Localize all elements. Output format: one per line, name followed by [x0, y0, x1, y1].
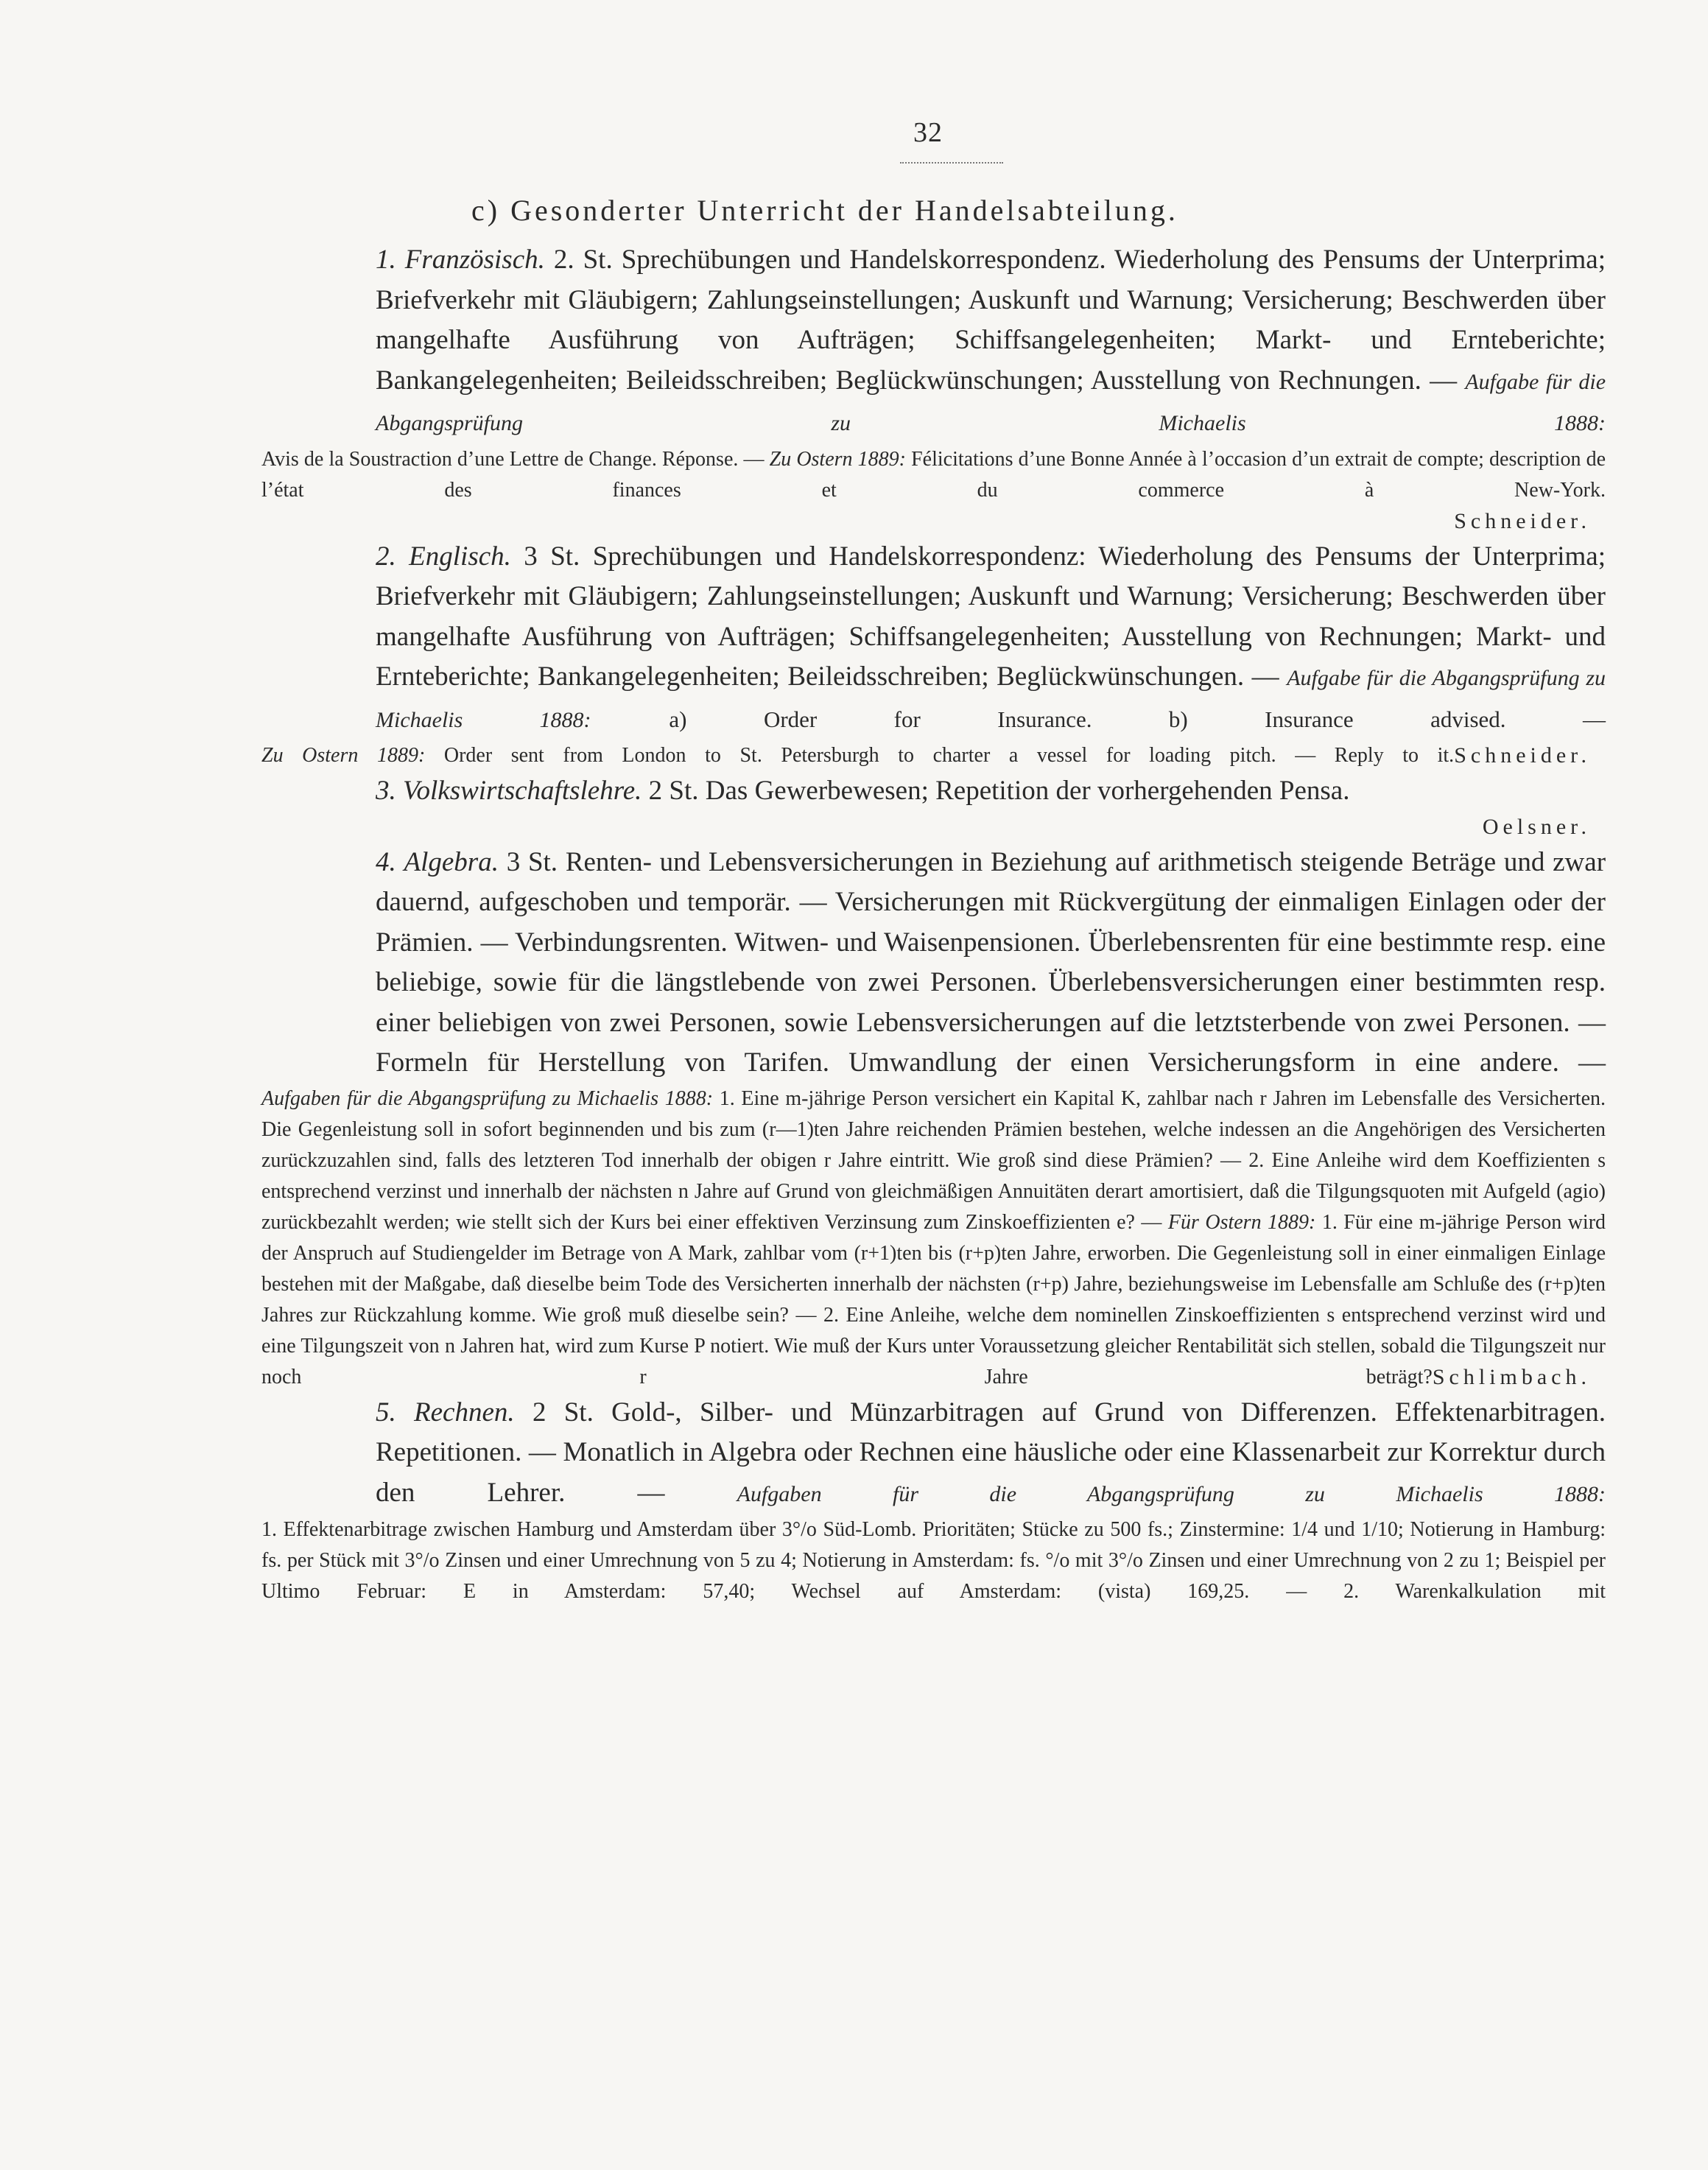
algebra-title: Algebra.: [404, 846, 499, 877]
english-paragraph: [261, 537, 1606, 741]
english-hours: 3 St.: [524, 541, 580, 572]
algebra-text: Renten- und Lebensversicherungen in Beziehung auf arithmetisch steigende Beträge und zwar dauernd, aufgeschoben und temporär. — Versicherungen mit Rückvergütung der einmaligen Einlagen oder der Prämien. — Verbindungsrenten. Witwen- und Waisenpensionen. Überlebensrenten für eine bestimmte resp. eine beliebige, sowie für die längstlebende von zwei Personen. Überlebensversicherungen einer bestimmten resp. einer beliebigen von zwei Personen, sowie Lebensversicherungen auf die letztsterbende von zwei Personen. — Formeln für Herstellung von Tarifen. Umwandlung der einen Versicherungsform in eine andere. —: [376, 846, 1606, 1078]
algebra-task: [261, 1084, 1606, 1393]
french-text: Sprechübungen und Handelskorrespondenz. Wiederholung des Pensums der Unterprima; Briefverkehr mit Gläubigern; Zahlungseinstellungen; Auskunft und Warnung; Versicherung; Beschwerden über mangelhafte Ausführung von Aufträgen; Schiffsangelegenheiten; Markt- und Ernteberichte; Bankangelegenheiten; Beileidsschreiben; Beglückwünschungen; Ausstellung von Rechnungen. —: [376, 245, 1606, 396]
french-hours: 2. St.: [553, 245, 613, 275]
french-title: Französisch.: [404, 245, 545, 275]
economics-text: Das Gewerbewesen; Repetition der vorhergehenden Pensa.: [705, 776, 1350, 806]
arithmetic-num: 5.: [376, 1397, 396, 1428]
section-algebra: [261, 843, 1606, 1393]
french-task-label: Aufgabe für die Abgangsprüfung zu Michaelis 1888:: [376, 369, 1606, 435]
english-text: Sprechübungen und Handelskorrespondenz: Wiederholung des Pensums der Unterprima; Briefverkehr mit Gläubigern; Zahlungseinstellungen; Auskunft und Warnung; Versicherung; Beschwerden über mangelhafte Ausführung von Aufträgen; Schiffsangelegenheiten; Ausstellung von Rechnungen; Markt- und Ernteberichte; Bankangelegenheiten; Beileidsschreiben; Beglückwünschungen. —: [376, 541, 1606, 692]
arithmetic-task: [261, 1514, 1606, 1607]
page-number-ornament: [900, 155, 1003, 164]
french-task: [261, 444, 1606, 506]
economics-teacher: Oelsner.: [1482, 814, 1591, 839]
english-teacher: Schneider.: [1454, 743, 1591, 768]
section-french: [261, 240, 1606, 537]
economics-title: Volkswirtschaftslehre.: [403, 776, 642, 806]
section-economics: [261, 771, 1606, 843]
french-task2-text: Félicitations d’une Bonne Année à l’occasion d’un extrait de compte; description de l’état des finances et du commerce à New-York.: [261, 447, 1606, 502]
french-task2-label: Zu Ostern 1889:: [769, 447, 906, 471]
english-title: Englisch.: [409, 541, 511, 572]
arithmetic-text: Gold-, Silber- und Münzarbitragen auf Grund von Differenzen. Effektenarbitragen. Repetitionen. — Monatlich in Algebra oder Rechnen eine häusliche oder eine Klassenarbeit zur Korrektur durch den Lehrer. —: [376, 1397, 1606, 1508]
section-heading: c) Gesonderter Unterricht der Handelsabteilung.: [471, 194, 1178, 227]
section-arithmetic: [261, 1393, 1606, 1608]
english-task-label: Aufgabe für die Abgangsprüfung zu Michaelis 1888:: [376, 666, 1606, 732]
economics-hours: 2 St.: [648, 776, 699, 806]
algebra-teacher: Schlimbach.: [1432, 1364, 1591, 1389]
arithmetic-title: Rechnen.: [414, 1397, 515, 1428]
english-task-text: a) Order for Insurance. b) Insurance advised. —: [669, 706, 1606, 732]
algebra-paragraph: [261, 843, 1606, 1084]
algebra-task-text: 1. Eine m-jährige Person versichert ein Kapital K, zahlbar nach r Jahren im Lebensfalle des Versicherten. Die Gegenleistung soll in sofort beginnenden und bis zum (r—1)ten Jahre reichenden Prämien bestehen, welche indessen an die Angehörigen des Versicherten zurückzuzahlen sind, falls des letzteren Tod innerhalb der obigen r Jahre eintritt. Wie groß sind diese Prämien? — 2. Eine Anleihe wird dem Koeffizienten s entsprechend verzinst und innerhalb der nächsten n Jahre auf Grund von gleichmäßigen Annuitäten derart amortisiert, daß die Tilgungsquoten mit Aufgeld (agio) zurückbezahlt werden; wie stellt sich der Kurs bei einer effektiven Verzinsung zum Zinskoeffizienten e? —: [261, 1086, 1606, 1234]
section-english: [261, 537, 1606, 772]
arithmetic-task-label: Aufgaben für die Abgangsprüfung zu Michaelis 1888:: [737, 1481, 1606, 1506]
economics-num: 3.: [376, 776, 396, 806]
algebra-hours: 3 St.: [506, 846, 558, 877]
page-body: [261, 240, 1606, 1607]
algebra-task2-text: 1. Für eine m-jährige Person wird der Anspruch auf Studiengelder im Betrage von A Mark, zahlbar vom (r+1)ten bis (r+p)ten Jahre, erworben. Die Gegenleistung soll in einer einmaligen Einlage bestehen mit der Maßgabe, daß dieselbe beim Tode des Versicherten innerhalb der nächsten (r+p) Jahre, beziehungsweise im Lebensfalle am Schluße des (r+p)ten Jahres zur Rückzahlung komme. Wie groß muß dieselbe sein? — 2. Eine Anleihe, welche dem nominellen Zinskoeffizienten s entsprechend verzinst wird und eine Tilgungszeit von n Jahren hat, wird zum Kurse P notiert. Wie muß der Kurs unter Voraussetzung gleicher Rentabilität sich stellen, sobald die Tilgungszeit nur noch r Jahre beträgt?: [261, 1210, 1606, 1388]
french-paragraph: [261, 240, 1606, 444]
arithmetic-hours: 2 St.: [532, 1397, 594, 1428]
english-num: 2.: [376, 541, 396, 572]
page-number: 32: [913, 117, 943, 148]
english-task: [261, 740, 1606, 771]
english-task2-text: Order sent from London to St. Petersburgh to charter a vessel for loading pitch. — Reply to it.: [443, 744, 1455, 767]
economics-paragraph: [261, 771, 1606, 812]
french-teacher: Schneider.: [1454, 508, 1591, 533]
algebra-num: 4.: [376, 846, 396, 877]
algebra-task2-label: Für Ostern 1889:: [1167, 1210, 1316, 1234]
french-num: 1.: [376, 245, 396, 275]
arithmetic-task-text: 1. Effektenarbitrage zwischen Hamburg und Amsterdam über 3°/o Süd-Lomb. Prioritäten; Stücke zu 500 fs.; Zinstermine: 1/4 und 1/10; Notierung in Hamburg: fs. per Stück mit 3°/o Zinsen und einer Umrechnung von 5 zu 4; Notierung in Amsterdam: fs. °/o mit 3°/o Zinsen und einer Umrechnung von 2 zu 1; Beispiel per Ultimo Februar: E in Amsterdam: 57,40; Wechsel auf Amsterdam: (vista) 169,25. — 2. Warenkalkulation mit: [261, 1518, 1606, 1603]
arithmetic-paragraph: [261, 1393, 1606, 1515]
english-task2-label: Zu Ostern 1889:: [261, 744, 426, 767]
french-task-text: Avis de la Soustraction d’une Lettre de Change. Réponse. —: [261, 447, 765, 471]
algebra-task-label: Aufgaben für die Abgangsprüfung zu Michaelis 1888:: [261, 1086, 714, 1110]
